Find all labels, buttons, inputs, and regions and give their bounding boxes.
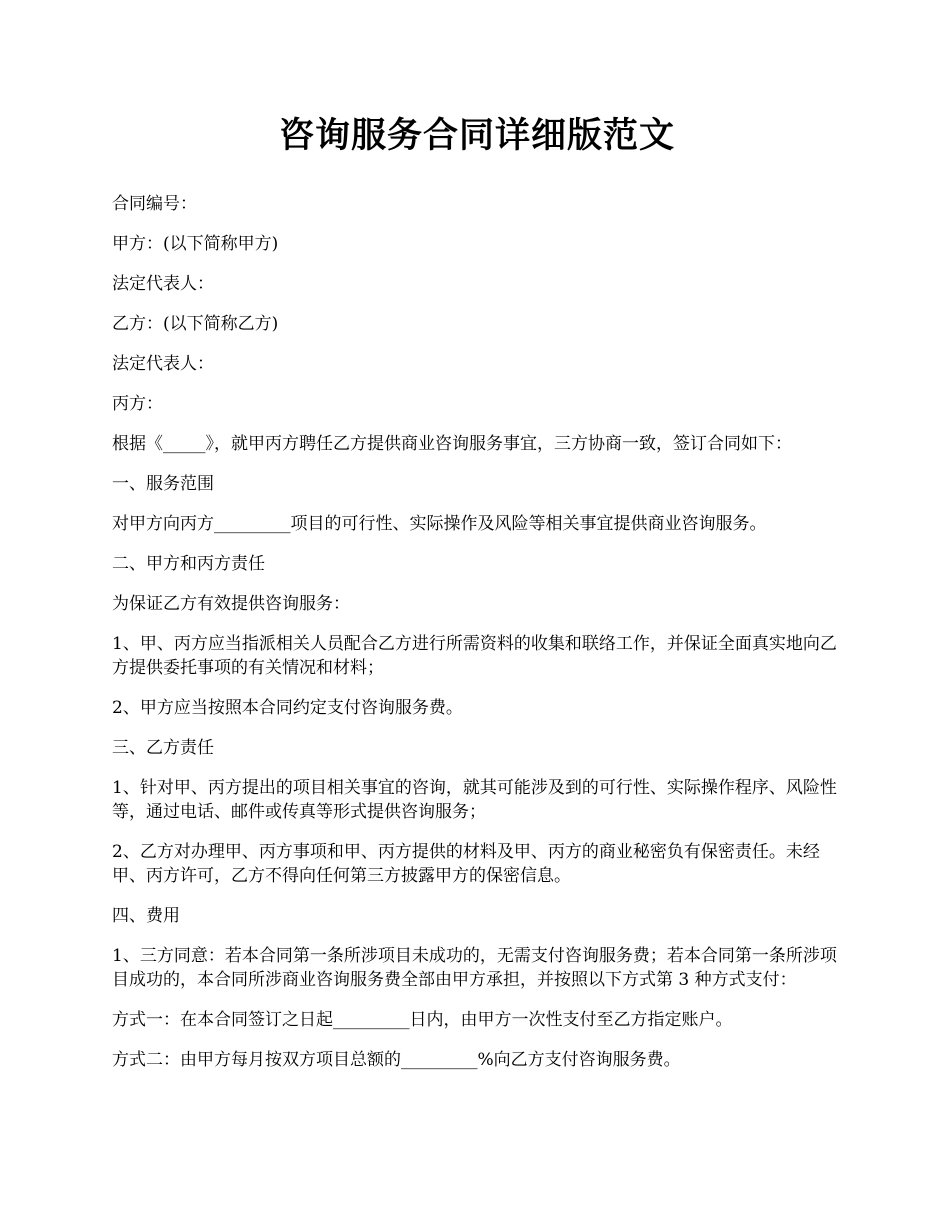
document-title: 咨询服务合同详细版范文 <box>278 116 675 156</box>
party-b-legal-rep-line: 法定代表人： <box>112 354 214 374</box>
section-heading-party-b-duties: 三、乙方责任 <box>112 738 214 758</box>
duties-intro-paragraph: 为保证乙方有效提供咨询服务： <box>112 594 350 614</box>
party-a-line: 甲方：(以下简称甲方) <box>112 234 279 254</box>
section-heading-scope: 一、服务范围 <box>112 474 214 494</box>
section-heading-fees: 四、费用 <box>112 906 180 926</box>
fee-clause-1: 1、三方同意：若本合同第一条所涉项目未成功的，无需支付咨询服务费；若本合同第一条所涉项目成功的，本合同所涉商业咨询服务费全部由甲方承担，并按照以下方式第 3 种方式支付： <box>112 946 837 990</box>
duty-clause-2: 2、甲方应当按照本合同约定支付咨询服务费。 <box>112 698 463 718</box>
party-b-line: 乙方：(以下简称乙方) <box>112 314 279 334</box>
section-heading-party-a-c-duties: 二、甲方和丙方责任 <box>112 554 265 574</box>
payment-method-2: 方式二：由甲方每月按双方项目总额的_________%向乙方支付咨询服务费。 <box>112 1050 681 1070</box>
party-c-line: 丙方： <box>112 394 163 414</box>
payment-method-1: 方式一：在本合同签订之日起_________日内，由甲方一次性支付至乙方指定账户。 <box>112 1010 733 1030</box>
contract-number-line: 合同编号： <box>112 194 197 214</box>
party-a-legal-rep-line: 法定代表人： <box>112 274 214 294</box>
preamble-paragraph: 根据《_____》，就甲丙方聘任乙方提供商业咨询服务事宜，三方协商一致，签订合同如下： <box>112 434 792 454</box>
party-b-clause-1: 1、针对甲、丙方提出的项目相关事宜的咨询，就其可能涉及到的可行性、实际操作程序、风险性等，通过电话、邮件或传真等形式提供咨询服务； <box>112 778 837 822</box>
party-b-clause-2: 2、乙方对办理甲、丙方事项和甲、丙方提供的材料及甲、丙方的商业秘密负有保密责任。未经甲、丙方许可，乙方不得向任何第三方披露甲方的保密信息。 <box>112 842 820 886</box>
scope-paragraph: 对甲方向丙方_________项目的可行性、实际操作及风险等相关事宜提供商业咨询服务。 <box>112 514 767 534</box>
duty-clause-1: 1、甲、丙方应当指派相关人员配合乙方进行所需资料的收集和联络工作，并保证全面真实地向乙方提供委托事项的有关情况和材料； <box>112 634 837 678</box>
